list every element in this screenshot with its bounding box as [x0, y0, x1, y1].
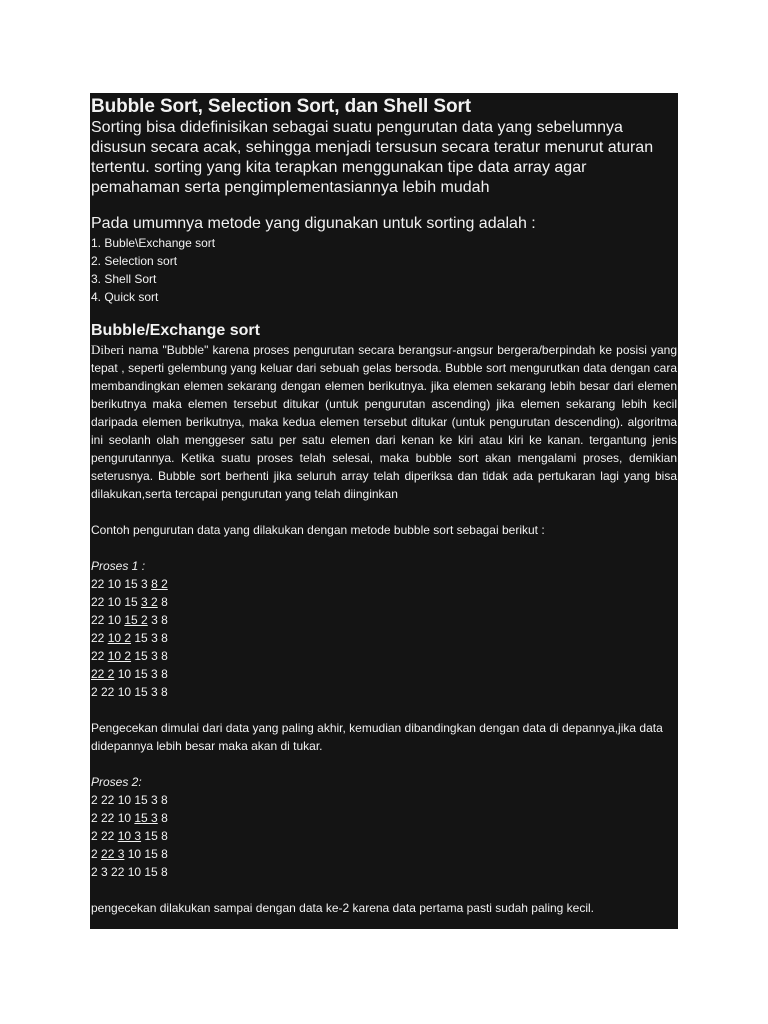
- row-prefix: 22 10 15 3: [91, 577, 152, 591]
- sort-step-row: [91, 845, 677, 863]
- sort-step-row: [91, 629, 677, 647]
- example-lead: Contoh pengurutan data yang dilakukan dengan metode bubble sort sebagai berikut :: [91, 523, 545, 537]
- section-body-text: nama "Bubble" karena proses pengurutan secara berangsur-angsur bergera/berpindah ke posisi yang tepat , seperti gelembung yang keluar dari sebuah gelas bersoda. Bubble sort mengurutkan data dengan cara membandingkan elemen sekarang dengan elemen berikutnya. jika elemen sekarang lebih besar dari elemen berikutnya maka elemen tersebut ditukar (untuk pengurutan ascending) jika elemen sekarang lebih kecil daripada elemen berikutnya, maka kedua elemen tersebut ditukar (untuk pengurutan descending). algoritma ini seolanh olah menggeser satu per satu elemen dari kenan ke kiri atau kiri ke kanan. tergantung jenis pengurutannya. Ketika suatu proses telah selesai, maka bubble sort akan mengalami proses, demikian seterusnya. Bubble sort berhenti jika seluruh array telah diperiksa dan tidak ada pertukaran lagi yang bisa dilakukan,serta tercapai pengurutan yang telah diinginkan: [91, 343, 677, 501]
- row-suffix: 3 8: [147, 613, 168, 627]
- row-prefix: 2 22 10: [91, 811, 135, 825]
- row-suffix: 10 15 3 8: [114, 667, 168, 681]
- row-prefix: 22 10: [91, 613, 125, 627]
- swapped-pair: 22 3: [101, 847, 125, 861]
- row-prefix: 22: [91, 649, 108, 663]
- row-prefix: 22: [91, 631, 108, 645]
- row-suffix: 15 3 8: [131, 631, 168, 645]
- proses2-label: Proses 2:: [91, 775, 142, 789]
- section-body: [91, 341, 677, 503]
- document-page: [90, 93, 678, 929]
- row-prefix: 2: [91, 847, 102, 861]
- document-title: Bubble Sort, Selection Sort, dan Shell Sort: [91, 96, 471, 117]
- row-suffix: 8: [157, 811, 168, 825]
- row-prefix: 2 22: [91, 829, 118, 843]
- spacer: [91, 701, 677, 719]
- swapped-pair: 10 2: [107, 631, 132, 645]
- swapped-pair: 3 2: [141, 595, 158, 609]
- sort-step-row: [91, 575, 677, 593]
- row-suffix: 8: [157, 595, 168, 609]
- sort-step-row: [91, 827, 677, 845]
- swapped-pair: 15 2: [124, 613, 148, 627]
- swapped-pair: 10 2: [107, 649, 132, 663]
- spacer: [91, 539, 677, 557]
- methods-list: [91, 234, 677, 306]
- methods-lead: Pada umumnya metode yang digunakan untuk sorting adalah :: [91, 215, 536, 232]
- spacer: [91, 881, 677, 899]
- sort-step-row: [91, 683, 677, 701]
- proses2-rows: [91, 791, 677, 881]
- row-prefix: 2 3 22 10 15 8: [91, 865, 168, 879]
- row-suffix: 15 8: [141, 829, 168, 843]
- sort-step-row: [91, 863, 677, 881]
- row-suffix: 15 3 8: [131, 649, 168, 663]
- proses1-label: Proses 1 :: [91, 559, 146, 573]
- list-item: 3. Shell Sort: [91, 272, 157, 286]
- row-prefix: 2 22 10 15 3 8: [91, 685, 168, 699]
- sort-step-row: [91, 593, 677, 611]
- sort-step-row: [91, 809, 677, 827]
- spacer: [91, 755, 677, 773]
- final-note: pengecekan dilakukan sampai dengan data ke-2 karena data pertama pasti sudah paling kecil.: [91, 901, 595, 915]
- sort-step-row: [91, 665, 677, 683]
- row-prefix: 2 22 10 15 3 8: [91, 793, 168, 807]
- list-item: 1. Buble\Exchange sort: [91, 236, 216, 250]
- swapped-pair: 15 3: [134, 811, 158, 825]
- row-prefix: 22 10 15: [91, 595, 142, 609]
- proses1-rows: [91, 575, 677, 701]
- swapped-pair: 8 2: [151, 577, 168, 591]
- swapped-pair: 22 2: [91, 667, 115, 681]
- spacer: [91, 503, 677, 521]
- section-title: Bubble/Exchange sort: [91, 322, 260, 339]
- sort-step-row: [91, 791, 677, 809]
- sort-step-row: [91, 611, 677, 629]
- sort-step-row: [91, 647, 677, 665]
- check-note: Pengecekan dimulai dari data yang paling akhir, kemudian dibandingkan dengan data di depannya,jika data didepannya lebih besar maka akan di tukar.: [91, 721, 663, 753]
- section-first-word: Diberi: [91, 342, 125, 357]
- swapped-pair: 10 3: [117, 829, 142, 843]
- intro-paragraph: Sorting bisa didefinisikan sebagai suatu pengurutan data yang sebelumnya disusun secara acak, sehingga menjadi tersusun secara teratur menurut aturan tertentu. sorting yang kita terapkan menggunakan tipe data array agar pemahaman serta pengimplementasiannya lebih mudah: [91, 119, 654, 196]
- row-suffix: 10 15 8: [124, 847, 168, 861]
- list-item: 2. Selection sort: [91, 254, 178, 268]
- list-item: 4. Quick sort: [91, 290, 159, 304]
